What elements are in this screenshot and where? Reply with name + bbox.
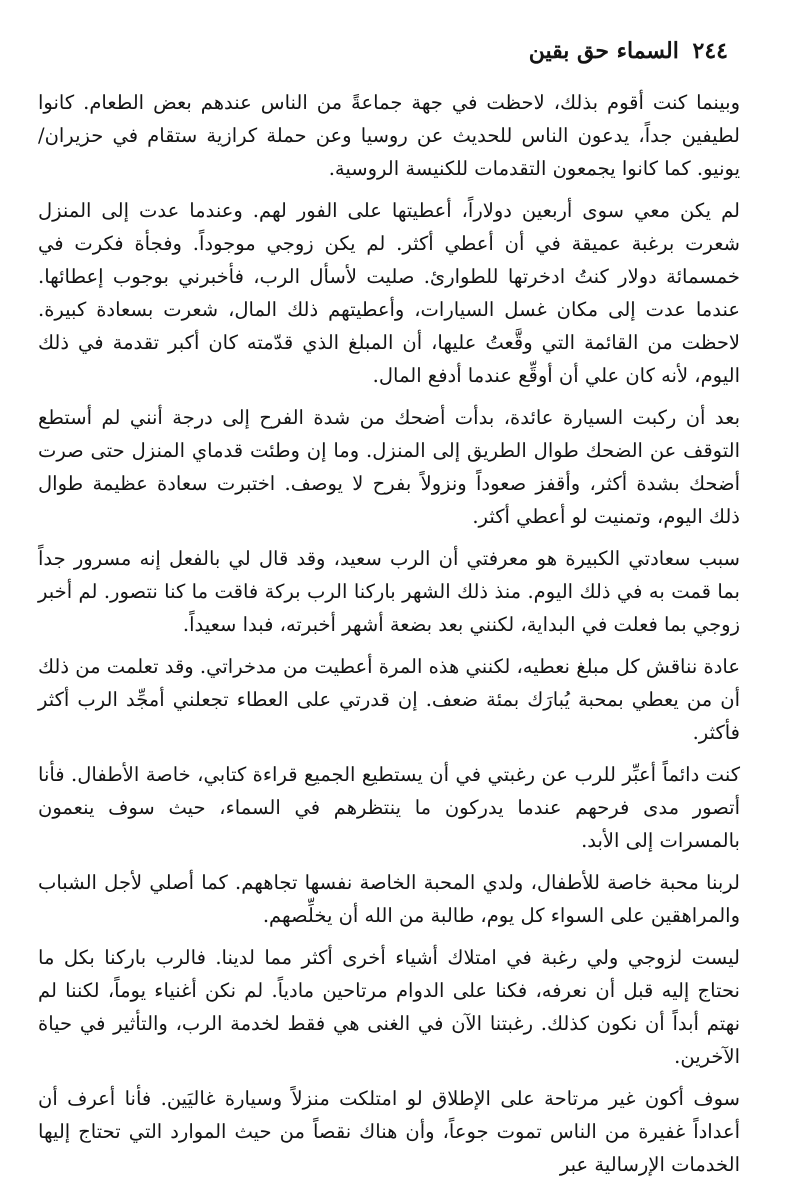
paragraph: لربنا محبة خاصة للأطفال، ولدي المحبة الخاصة نفسها تجاههم. كما أصلي لأجل الشباب والمراهقين على السواء كل يوم، طالبة من الله أن يخلِّصهم. [38,871,740,927]
paragraph: عادة نناقش كل مبلغ نعطيه، لكنني هذه المرة أعطيت من مدخراتي. وقد تعلمت من ذلك أن من يعطي بمحبة يُبارَك بمئة ضعف. إن قدرتي على العطاء تجعلني أمجِّد الرب أكثر فأكثر. [38,655,740,744]
paragraph: بعد أن ركبت السيارة عائدة، بدأت أضحك من شدة الفرح إلى درجة أنني لم أستطع التوقف عن الضحك طوال الطريق إلى المنزل. وما إن وطئت قدماي المنزل حتى صرت أضحك بشدة أكثر، وأقفز صعوداً ونزولاً بفرح لا يوصف. اختبرت سعادة عظيمة طوال ذلك اليوم، وتمنيت لو أعطي أكثر. [38,406,740,528]
paragraph: سوف أكون غير مرتاحة على الإطلاق لو امتلكت منزلاً وسيارة غاليَين. فأنا أعرف أن أعداداً غفيرة من الناس تموت جوعاً، وأن هناك نقصاً من حيث الموارد التي تحتاج إليها الخدمات الإرسالية عبر [38,1087,740,1176]
paragraph: لم يكن معي سوى أربعين دولاراً، أعطيتها على الفور لهم. وعندما عدت إلى المنزل شعرت برغبة عميقة في أن أعطي أكثر. لم يكن زوجي موجوداً. وفجأة فكرت في خمسمائة دولار كنتُ ادخرتها للطوارئ. صليت لأسأل الرب، فأخبرني بوجوب إعطائها. عندما عدت إلى مكان غسل السيارات، وأعطيتهم ذلك المال، شعرت بسعادة كبيرة. لاحظت من القائمة التي وقَّعتُ عليها، أن المبلغ الذي قدّمته كان أكبر تقدمة في ذلك اليوم، لأنه كان علي أن أوقِّع عندما أدفع المال. [38,199,740,387]
paragraph: كنت دائماً أعبِّر للرب عن رغبتي في أن يستطيع الجميع قراءة كتابي، خاصة الأطفال. فأنا أتصور مدى فرحهم عندما يدركون ما ينتظرهم في السماء، حيث سوف ينعمون بالمسرات إلى الأبد. [38,763,740,852]
page-body [38,86,740,1190]
page-number: ٢٤٤ [692,38,728,64]
book-title: السماء حق بقين [528,38,679,64]
paragraph: ليست لزوجي ولي رغبة في امتلاك أشياء أخرى أكثر مما لدينا. فالرب باركنا بكل ما نحتاج إليه قبل أن نعرفه، فكنا على الدوام مرتاحين مادياً. لم نكن أغنياء يوماً، لكننا لم نهتم أبداً أن نكون كذلك. رغبتنا الآن في الغنى هي فقط لخدمة الرب، والتأثير في حياة الآخرين. [38,946,740,1068]
paragraph: وبينما كنت أقوم بذلك، لاحظت في جهة جماعةً من الناس عندهم بعض الطعام. كانوا لطيفين جداً، يدعون الناس للحديث عن روسيا وعن حملة كرازية ستقام في حزيران/ يونيو. كما كانوا يجمعون التقدمات للكنيسة الروسية. [38,91,740,180]
paragraph: سبب سعادتي الكبيرة هو معرفتي أن الرب سعيد، وقد قال لي بالفعل إنه مسرور جداً بما قمت به في ذلك اليوم. منذ ذلك الشهر باركنا الرب بركة فاقت ما كنا نتصور. لم أخبر زوجي بما فعلت في البداية، لكنني بعد بضعة أشهر أخبرته، فبدا سعيداً. [38,547,740,636]
page-header [529,38,728,64]
